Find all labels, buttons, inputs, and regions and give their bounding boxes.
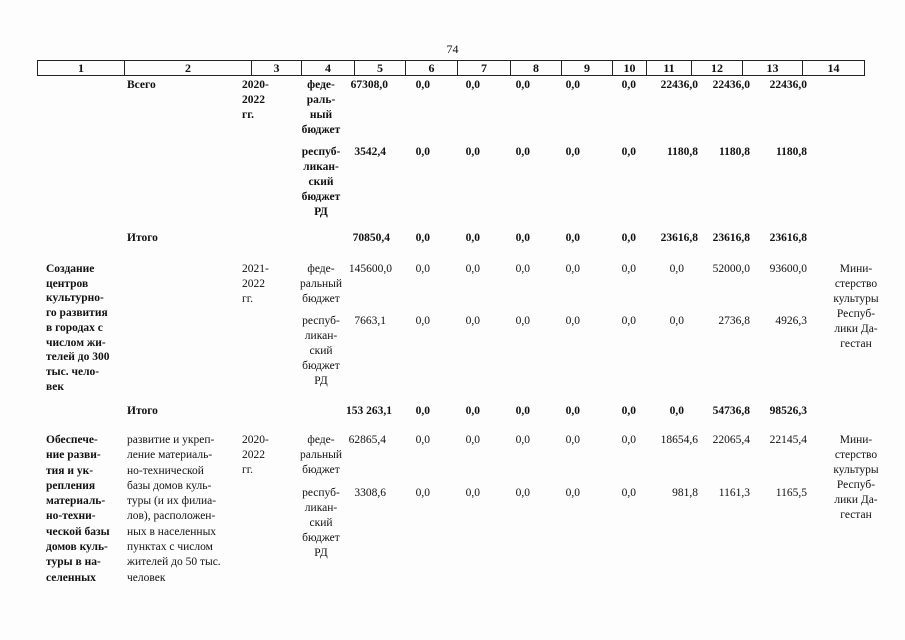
value-col8: 0,0 (515, 434, 530, 446)
total-col10: 0,0 (621, 232, 636, 244)
value-col10: 0,0 (621, 434, 636, 446)
period: 2020- 2022 гг. (242, 434, 269, 476)
total-col6: 0,0 (415, 405, 430, 417)
funding-source-federal: феде- ральный бюджет (300, 263, 342, 305)
col-header-13: 13 (743, 61, 803, 75)
col-header-4: 4 (302, 61, 355, 75)
total-col6: 0,0 (415, 232, 430, 244)
col-header-7: 7 (458, 61, 511, 75)
measure-name: Создание центров культурно- го развития в городах с числом жи- телей до 300 тыс. чело- век (46, 263, 110, 393)
measure-description: развитие и укреп- ление материаль- но-технической базы домов куль- туры (и их филиа- лов), расположен- ных в населенных пунктах с числом жителей до 50 тыс. человек (127, 434, 221, 584)
total-col12: 54736,8 (712, 405, 750, 417)
total-col5: 70850,4 (352, 232, 390, 244)
value-col10: 0,0 (621, 79, 636, 91)
value-col6: 0,0 (415, 263, 430, 275)
value-col12: 22436,0 (712, 79, 750, 91)
col-header-1: 1 (38, 61, 125, 75)
value-col7: 0,0 (465, 263, 480, 275)
total-col9: 0,0 (565, 405, 580, 417)
total-col11: 23616,8 (660, 232, 698, 244)
col-header-11: 11 (647, 61, 692, 75)
value-col12: 1180,8 (719, 146, 750, 158)
value-col7: 0,0 (465, 315, 480, 327)
value-col13: 22145,4 (769, 434, 807, 446)
funding-source-republican: респуб- ликан- ский бюджет РД (301, 146, 341, 218)
col-header-2: 2 (125, 61, 252, 75)
value-col9: 0,0 (565, 79, 580, 91)
value-col12: 52000,0 (712, 263, 750, 275)
value-col10: 0,0 (621, 487, 636, 499)
value-col9: 0,0 (565, 487, 580, 499)
value-col13: 22436,0 (769, 79, 807, 91)
col-header-12: 12 (692, 61, 743, 75)
col-header-8: 8 (511, 61, 562, 75)
value-col9: 0,0 (565, 263, 580, 275)
value-col6: 0,0 (415, 79, 430, 91)
col-header-3: 3 (252, 61, 302, 75)
total-col8: 0,0 (515, 232, 530, 244)
col-header-10: 10 (613, 61, 647, 75)
col-header-9: 9 (562, 61, 613, 75)
value-col9: 0,0 (565, 434, 580, 446)
value-col12: 22065,4 (712, 434, 750, 446)
value-col5: 145600,0 (348, 263, 392, 275)
value-col9: 0,0 (565, 146, 580, 158)
total-col13: 98526,3 (769, 405, 807, 417)
value-col8: 0,0 (515, 263, 530, 275)
row-label-vsego: Всего (127, 79, 156, 91)
col-header-14: 14 (827, 61, 840, 75)
total-col9: 0,0 (565, 232, 580, 244)
value-col11: 22436,0 (660, 79, 698, 91)
value-col8: 0,0 (515, 487, 530, 499)
row-label-itogo: Итого (127, 232, 158, 244)
value-col8: 0,0 (515, 315, 530, 327)
value-col10: 0,0 (621, 315, 636, 327)
value-col6: 0,0 (415, 434, 430, 446)
value-col10: 0,0 (621, 146, 636, 158)
page-number: 74 (446, 42, 459, 56)
value-col6: 0,0 (415, 315, 430, 327)
value-col11: 1180,8 (667, 146, 698, 158)
col-header-5: 5 (355, 61, 406, 75)
total-col8: 0,0 (515, 405, 530, 417)
value-col5: 3308,6 (354, 487, 386, 499)
value-col5: 67308,0 (350, 79, 388, 91)
total-col10: 0,0 (621, 405, 636, 417)
value-col11: 18654,6 (660, 434, 698, 446)
value-col13: 93600,0 (769, 263, 807, 275)
funding-source-republican: респуб- ликан- ский бюджет РД (302, 487, 340, 559)
table-header (37, 60, 865, 76)
measure-name: Обеспече- ние разви- тия и ук- репления материаль- но-техни- ческой базы домов куль- туры в на- селенных (46, 434, 110, 584)
funding-source-republican: респуб- ликан- ский бюджет РД (302, 315, 340, 387)
value-col8: 0,0 (515, 79, 530, 91)
value-col13: 4926,3 (775, 315, 807, 327)
value-col11: 0,0 (669, 263, 684, 275)
funding-source-federal: феде- ральный бюджет (300, 434, 342, 476)
total-col7: 0,0 (465, 405, 480, 417)
value-col7: 0,0 (465, 146, 480, 158)
row-label-itogo: Итого (127, 405, 158, 417)
value-col6: 0,0 (415, 487, 430, 499)
value-col5: 62865,4 (348, 434, 386, 446)
value-col12: 2736,8 (718, 315, 750, 327)
total-col7: 0,0 (465, 232, 480, 244)
value-col8: 0,0 (515, 146, 530, 158)
total-col5: 153 263,1 (346, 405, 392, 417)
total-col13: 23616,8 (769, 232, 807, 244)
period: 2021- 2022 гг. (242, 263, 269, 305)
value-col13: 1180,8 (776, 146, 807, 158)
funding-source-federal: феде- раль- ный бюджет (301, 79, 341, 136)
value-col5: 3542,4 (354, 146, 386, 158)
value-col6: 0,0 (415, 146, 430, 158)
value-col9: 0,0 (565, 315, 580, 327)
value-col12: 1161,3 (718, 487, 750, 499)
value-col13: 1165,5 (775, 487, 807, 499)
value-col7: 0,0 (465, 487, 480, 499)
total-col12: 23616,8 (712, 232, 750, 244)
value-col5: 7663,1 (354, 315, 386, 327)
total-col11: 0,0 (669, 405, 684, 417)
executor: Мини- стерство культуры Респуб- лики Да- гестан (833, 263, 879, 350)
value-col7: 0,0 (465, 79, 480, 91)
executor: Мини- стерство культуры Респуб- лики Да- гестан (833, 434, 879, 521)
value-col11: 981,8 (672, 487, 698, 499)
value-col11: 0,0 (669, 315, 684, 327)
value-col10: 0,0 (621, 263, 636, 275)
col-header-6: 6 (406, 61, 458, 75)
period: 2020- 2022 гг. (242, 79, 269, 121)
value-col7: 0,0 (465, 434, 480, 446)
